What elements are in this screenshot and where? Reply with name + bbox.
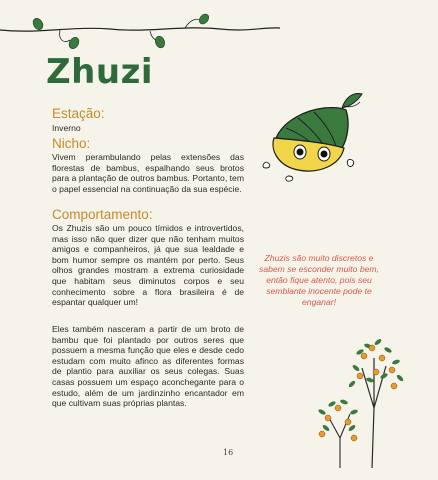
page-number: 16 (223, 448, 234, 457)
comportamento-heading: Comportamento: (52, 207, 153, 222)
estacao-heading: Estação: (52, 106, 105, 121)
nicho-text: Vivem perambulando pelas extensões das florestas de bambus, espalhando seus brotos para a plantação de outros bambus. Portanto, tem o papel essencial na continuação da sua espécie. (52, 152, 244, 194)
comportamento-paragraph-2: Eles também nasceram a partir de um broto de bambu que foi plantado por outros seres que possuem a mesma função que eles e desde cedo estudam com muito afinco as diferentes formas de plantio para auxiliar os seus colegas. Suas casas possuem um espaço aconchegante para o estudo, além de um jardinzinho encantador em que cultivam suas próprias plantas. (52, 324, 244, 409)
orange-tree-illustration (312, 328, 412, 468)
vine-decoration (0, 0, 438, 60)
nicho-heading: Nicho: (52, 136, 91, 151)
comportamento-paragraph-1: Os Zhuzis são um pouco tímidos e introvertidos, mas isso não quer dizer que não tenham muitos amigos e companheiros, já que sua lealdade e bom humor sempre os mantém por perto. Seus olhos grandes mostram a extrema curiosidade que habitam seus diminutos corpos e seu conhecimento sobre a flora brasileira é de espantar qualquer um! (52, 223, 244, 308)
estacao-text: Inverno (52, 123, 81, 133)
zhuzi-character-illustration (254, 86, 374, 186)
side-quote: Zhuzis são muito discretos e sabem se esconder muito bem, então fique atento, pois seu semblante inocente pode te enganar! (259, 253, 379, 307)
page-title: Zhuzi (46, 52, 154, 92)
